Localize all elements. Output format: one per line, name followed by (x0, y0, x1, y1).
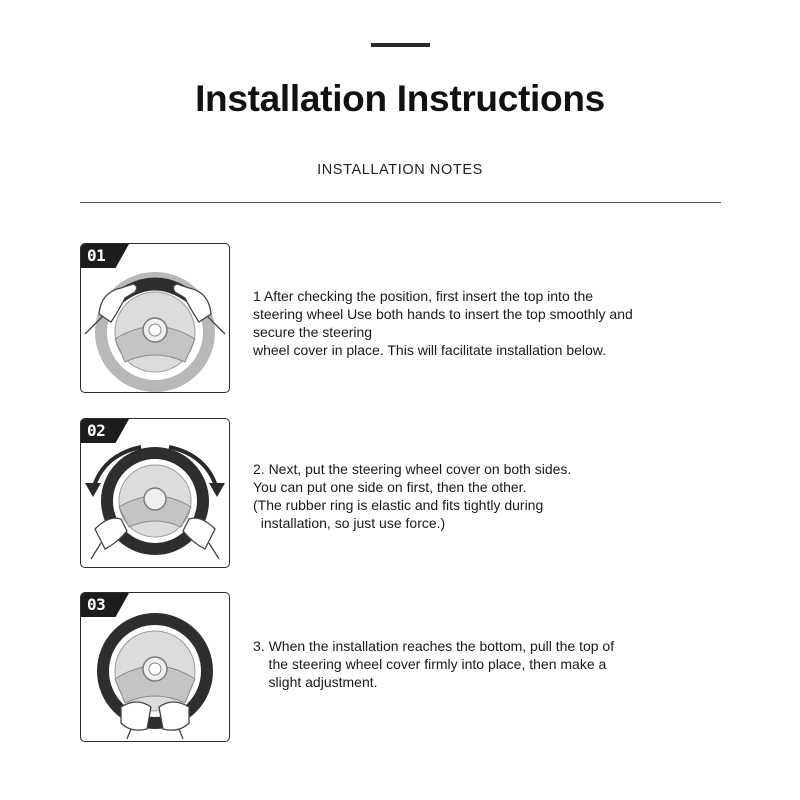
step-3-line: 3. When the installation reaches the bottom, pull the top of (253, 638, 615, 654)
step-2-line: 2. Next, put the steering wheel cover on both sides. (253, 461, 572, 477)
step-3-illustration (80, 592, 230, 742)
step-1-illustration (80, 243, 230, 393)
step-1-line: 1 After checking the position, first insert the top into the (253, 288, 594, 304)
step-3-text (253, 637, 614, 691)
step-2-badge-number: 02 (87, 421, 106, 440)
step-3-badge-number: 03 (87, 595, 106, 614)
step-3-line: slight adjustment. (253, 674, 378, 690)
step-2-line: You can put one side on first, then the other. (253, 479, 527, 495)
step-2-text (253, 460, 571, 532)
step-1-badge-number: 01 (87, 246, 106, 265)
step-3-line: the steering wheel cover firmly into place, then make a (253, 656, 607, 672)
step-1-line: secure the steering (253, 324, 373, 340)
header-divider (80, 202, 721, 203)
step-1-line: wheel cover in place. This will facilitate installation below. (253, 342, 607, 358)
step-2-illustration (80, 418, 230, 568)
step-1-text (253, 287, 633, 359)
step-2-line: installation, so just use force.) (253, 515, 446, 531)
page-title: Installation Instructions (195, 78, 605, 119)
top-accent-bar (371, 43, 430, 47)
step-1-line: steering wheel Use both hands to insert the top smoothly and (253, 306, 633, 322)
page-subtitle: INSTALLATION NOTES (317, 162, 483, 178)
step-2-line: (The rubber ring is elastic and fits tightly during (253, 497, 544, 513)
